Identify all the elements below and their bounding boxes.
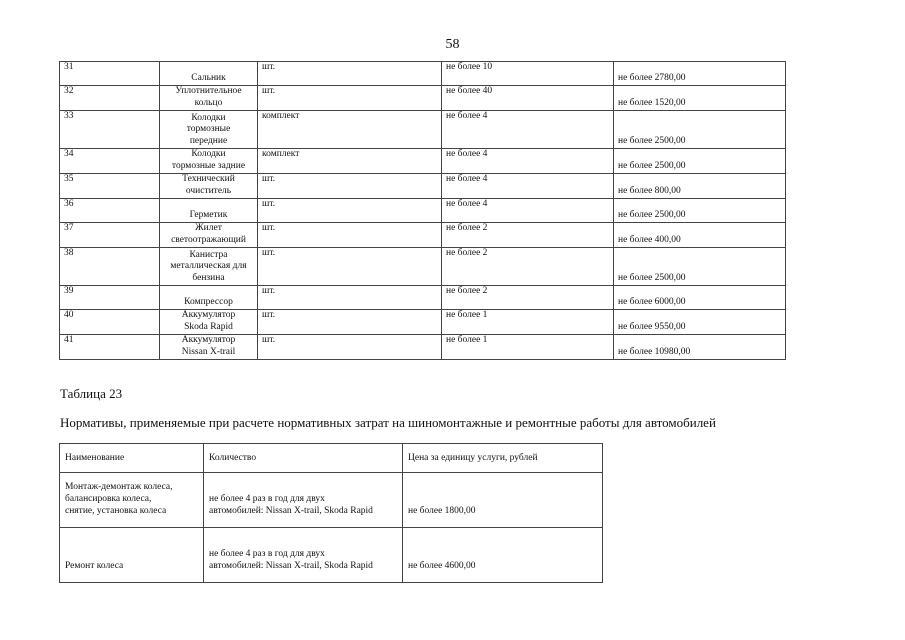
item-name xyxy=(160,223,258,248)
item-name-line: Сальник xyxy=(191,72,226,83)
item-price: не более 10980,00 xyxy=(614,335,786,360)
item-quantity: не более 4 xyxy=(442,174,614,199)
item-price: не более 2500,00 xyxy=(614,248,786,286)
service-price: не более 1800,00 xyxy=(403,473,603,528)
item-name xyxy=(160,248,258,286)
item-unit: шт. xyxy=(258,86,442,111)
item-name xyxy=(160,335,258,360)
row-number: 40 xyxy=(60,310,160,335)
row-number: 33 xyxy=(60,111,160,149)
row-number: 37 xyxy=(60,223,160,248)
table-row xyxy=(60,286,786,310)
item-name xyxy=(160,286,258,310)
item-unit: шт. xyxy=(258,223,442,248)
row-number: 34 xyxy=(60,149,160,174)
item-unit: шт. xyxy=(258,174,442,199)
row-number: 39 xyxy=(60,286,160,310)
table-row xyxy=(60,310,786,335)
row-number: 38 xyxy=(60,248,160,286)
item-name xyxy=(160,149,258,174)
item-name-line: Колодки xyxy=(191,149,226,159)
table-header-row xyxy=(60,444,603,473)
item-quantity: не более 2 xyxy=(442,248,614,286)
item-price: не более 2500,00 xyxy=(614,199,786,223)
item-name xyxy=(160,62,258,86)
item-name-line: очиститель xyxy=(185,185,232,196)
service-quantity-line: автомобилей: Nissan X-trail, Skoda Rapid xyxy=(209,561,373,571)
item-price: не более 400,00 xyxy=(614,223,786,248)
tire-services-table xyxy=(59,443,603,583)
table-row xyxy=(60,199,786,223)
item-name-line: Компрессор xyxy=(184,296,233,307)
table-row xyxy=(60,62,786,86)
item-unit: шт. xyxy=(258,199,442,223)
item-name-line: металлическая для xyxy=(170,261,247,271)
service-quantity-line: не более 4 раз в год для двух xyxy=(209,494,325,504)
row-number: 31 xyxy=(60,62,160,86)
item-name-line: тормозные задние xyxy=(171,160,246,171)
materials-table xyxy=(59,61,786,360)
item-quantity: не более 40 xyxy=(442,86,614,111)
item-name-line: Герметик xyxy=(189,209,228,220)
item-unit: комплект xyxy=(258,111,442,149)
table-row xyxy=(60,528,603,583)
item-name-line: Аккумулятор xyxy=(181,310,236,320)
service-name-line: балансировка колеса, xyxy=(65,494,152,504)
item-name-line: Жилет xyxy=(195,223,222,233)
item-quantity: не более 4 xyxy=(442,149,614,174)
item-unit: шт. xyxy=(258,248,442,286)
header-price: Цена за единицу услуги, рублей xyxy=(403,444,603,473)
item-price: не более 9550,00 xyxy=(614,310,786,335)
item-price: не более 800,00 xyxy=(614,174,786,199)
item-quantity: не более 4 xyxy=(442,111,614,149)
item-quantity: не более 1 xyxy=(442,335,614,360)
service-quantity-line: не более 4 раз в год для двух xyxy=(209,549,325,559)
item-price: не более 6000,00 xyxy=(614,286,786,310)
table-row xyxy=(60,111,786,149)
item-name-line: тормозные xyxy=(186,124,231,134)
item-name-line: Skoda Rapid xyxy=(184,321,233,332)
table-title: Нормативы, применяемые при расчете нормативных затрат на шиномонтажные и ремонтные работы для автомобилей xyxy=(60,415,716,430)
item-quantity: не более 1 xyxy=(442,310,614,335)
item-unit: шт. xyxy=(258,335,442,360)
item-name-line: Технический xyxy=(182,174,235,184)
service-quantity xyxy=(204,473,403,528)
service-name xyxy=(60,528,204,583)
item-unit: шт. xyxy=(258,286,442,310)
page-number: 58 xyxy=(445,37,460,52)
item-unit: шт. xyxy=(258,310,442,335)
item-quantity: не более 10 xyxy=(442,62,614,86)
service-name-line: снятие, установка колеса xyxy=(65,506,167,516)
table-row xyxy=(60,335,786,360)
item-price: не более 2500,00 xyxy=(614,149,786,174)
header-name: Наименование xyxy=(60,444,204,473)
item-name-line: бензина xyxy=(192,272,225,283)
item-quantity: не более 4 xyxy=(442,199,614,223)
table-row xyxy=(60,248,786,286)
item-name xyxy=(160,86,258,111)
item-unit: комплект xyxy=(258,149,442,174)
service-price: не более 4600,00 xyxy=(403,528,603,583)
header-quantity: Количество xyxy=(204,444,403,473)
item-quantity: не более 2 xyxy=(442,223,614,248)
service-name-line: Ремонт колеса xyxy=(65,561,124,571)
item-name-line: Канистра xyxy=(189,249,228,260)
item-name xyxy=(160,174,258,199)
item-name-line: светоотражающий xyxy=(171,234,246,245)
item-price: не более 2500,00 xyxy=(614,111,786,149)
item-quantity: не более 2 xyxy=(442,286,614,310)
row-number: 36 xyxy=(60,199,160,223)
item-name-line: Nissan X-trail xyxy=(181,346,236,357)
item-name-line: кольцо xyxy=(194,97,223,108)
row-number: 32 xyxy=(60,86,160,111)
service-name-line: Монтаж-демонтаж колеса, xyxy=(65,482,173,492)
item-name-line: передние xyxy=(189,135,228,146)
table-row xyxy=(60,223,786,248)
service-quantity xyxy=(204,528,403,583)
table-row xyxy=(60,149,786,174)
table-row xyxy=(60,473,603,528)
item-name-line: Уплотнительное xyxy=(175,86,242,96)
item-price: не более 2780,00 xyxy=(614,62,786,86)
item-name-line: Колодки xyxy=(191,112,226,123)
service-name xyxy=(60,473,204,528)
item-name xyxy=(160,111,258,149)
table-row xyxy=(60,174,786,199)
row-number: 41 xyxy=(60,335,160,360)
item-price: не более 1520,00 xyxy=(614,86,786,111)
service-quantity-line: автомобилей: Nissan X-trail, Skoda Rapid xyxy=(209,506,373,516)
table-label: Таблица 23 xyxy=(60,386,123,401)
item-name xyxy=(160,199,258,223)
row-number: 35 xyxy=(60,174,160,199)
item-name xyxy=(160,310,258,335)
item-name-line: Аккумулятор xyxy=(181,335,236,345)
item-unit: шт. xyxy=(258,62,442,86)
table-row xyxy=(60,86,786,111)
